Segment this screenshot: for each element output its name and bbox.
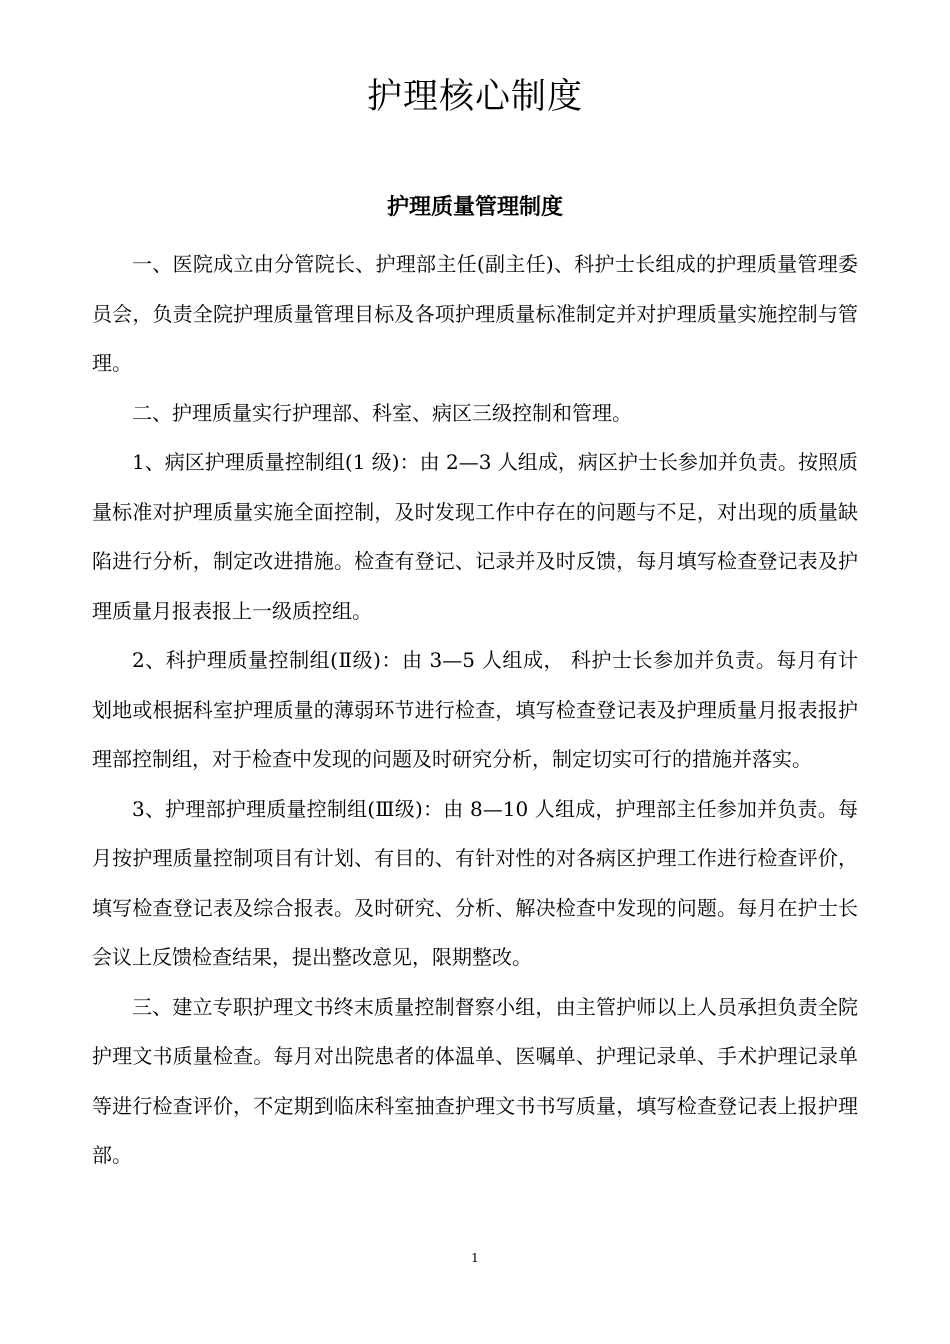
paragraph-three-level-control: 二、护理质量实行护理部、科室、病区三级控制和管理。 — [132, 400, 632, 425]
section-title: 护理质量管理制度 — [386, 195, 563, 220]
document-body — [92, 240, 858, 1181]
paragraph-department-control-group: 2、科护理质量控制组(Ⅱ级)：由 3—5 人组成， 科护士长参加并负责。每月有计划地或根据科室护理质量的薄弱环节进行检查，填写检查登记表及护理质量月报表报护理部控制组，对于检查中发现的问题及时研究分析，制定切实可行的措施并落实。 — [92, 648, 858, 771]
paragraph-documentation-supervision: 三、建立专职护理文书终末质量控制督察小组，由主管护师以上人员承担负责全院护理文书质量检查。每月对出院患者的体温单、医嘱单、护理记录单、手术护理记录单等进行检查评价，不定期到临床科室抽查护理文书书写质量，填写检查登记表上报护理部。 — [92, 994, 858, 1167]
page-number: 1 — [471, 1251, 479, 1265]
paragraph-nursing-department-control-group: 3、护理部护理质量控制组(Ⅲ级)：由 8—10 人组成，护理部主任参加并负责。每月按护理质量控制项目有计划、有目的、有针对性的对各病区护理工作进行检查评价，填写检查登记表及综合报表。及时研究、分析、解决检查中发现的问题。每月在护士长会议上反馈检查结果，提出整改意见，限期整改。 — [92, 796, 858, 969]
paragraph-quality-committee: 一、医院成立由分管院长、护理部主任(副主任)、科护士长组成的护理质量管理委员会，负责全院护理质量管理目标及各项护理质量标准制定并对护理质量实施控制与管理。 — [92, 252, 858, 375]
paragraph-ward-control-group: 1、病区护理质量控制组(1 级)：由 2—3 人组成，病区护士长参加并负责。按照质量标准对护理质量实施全面控制，及时发现工作中存在的问题与不足，对出现的质量缺陷进行分析，制定改进措施。检查有登记、记录并及时反馈，每月填写检查登记表及护理质量月报表报上一级质控组。 — [92, 450, 858, 623]
document-title: 护理核心制度 — [366, 77, 583, 117]
